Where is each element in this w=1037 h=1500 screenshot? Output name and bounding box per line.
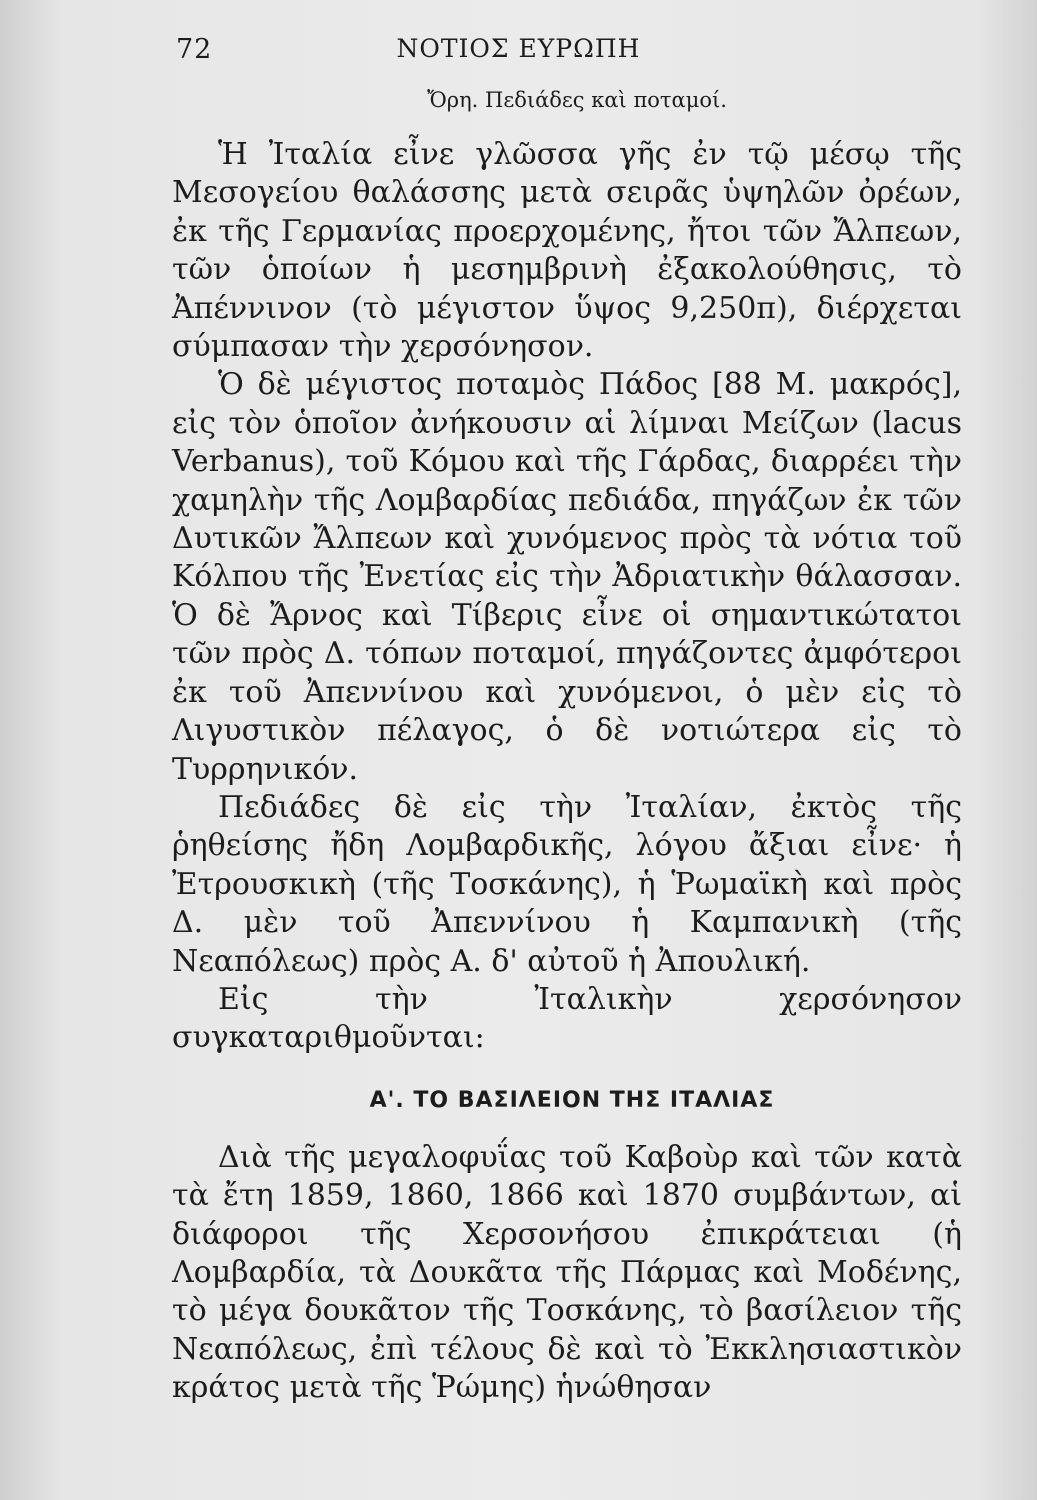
paragraph-plains: Πεδιάδες δὲ εἰς τὴν Ἰταλίαν, ἐκτὸς τῆς ῥηθείσης ἤδη Λομβαρδικῆς, λόγου ἄξιαι εἶνε· ἡ Ἐτρουσκικὴ (τῆς Τοσκάνης), ἡ Ῥωμαϊκὴ καὶ πρὸς Δ. μὲν τοῦ Ἀπεννίνου ἡ Καμπανικὴ (τῆς Νεαπόλεως) πρὸς Α. δ' αὐτοῦ ἡ Ἀπουλική. (172, 789, 962, 979)
section-heading: Α'. ΤΟ ΒΑΣΙΛΕΙΟΝ ΤΗΣ ΙΤΑΛΙΑΣ (369, 1087, 775, 1113)
paragraph-intro-list: Εἰς τὴν Ἰταλικὴν χερσόνησον συγκαταριθμοῦνται: (172, 981, 962, 1056)
page-body (172, 88, 962, 1408)
section-subheading: Ὄρη. Πεδιάδες καὶ ποταμοί. (427, 88, 727, 112)
running-title: ΝΟΤΙΟΣ ΕΥΡΩΠΗ (396, 34, 641, 63)
page-header (0, 30, 1037, 70)
page-number: 72 (176, 34, 213, 65)
paragraph-italy-mountains: Ἡ Ἰταλία εἶνε γλῶσσα γῆς ἐν τῷ μέσῳ τῆς Μεσογείου θαλάσσης μετὰ σειρᾶς ὑψηλῶν ὀρέων, ἐκ τῆς Γερμανίας προερχομένης, ἤτοι τῶν Ἄλπεων, τῶν ὁποίων ἡ μεσημβρινὴ ἐξακολούθησις, τὸ Ἀπέννινον (τὸ μέγιστον ὕψος 9,250π), διέρχεται σύμπασαν τὴν χερσόνησον. (172, 137, 962, 365)
paragraph-rivers: Ὁ δὲ μέγιστος ποταμὸς Πάδος [88 Μ. μακρός], εἰς τὸν ὁποῖον ἀνήκουσιν αἱ λίμναι Μείζων (lacus Verbanus), τοῦ Κόμου καὶ τῆς Γάρδας, διαρρέει τὴν χαμηλὴν τῆς Λομβαρδίας πεδιάδα, πηγάζων ἐκ τῶν Δυτικῶν Ἄλπεων καὶ χυνόμενος πρὸς τὰ νότια τοῦ Κόλπου τῆς Ἐνετίας εἰς τὴν Ἀδριατικὴν θάλασσαν. Ὁ δὲ Ἄρνος καὶ Τίβερις εἶνε οἱ σημαντικώτατοι τῶν πρὸς Δ. τόπων ποταμοί, πηγάζοντες ἀμφότεροι ἐκ τοῦ Ἀπεννίνου καὶ χυνόμενοι, ὁ μὲν εἰς τὸ Λιγυστικὸν πέλαγος, ὁ δὲ νοτιώτερα εἰς τὸ Τυρρηνικόν. (172, 367, 962, 787)
paragraph-kingdom: Διὰ τῆς μεγαλοφυΐας τοῦ Καβοὺρ καὶ τῶν κατὰ τὰ ἔτη 1859, 1860, 1866 καὶ 1870 συμβάντων, αἱ διάφοροι τῆς Χερσονήσου ἐπικράτειαι (ἡ Λομβαρδία, τὰ Δουκᾶτα τῆς Πάρμας καὶ Μοδένης, τὸ μέγα δουκᾶτον τῆς Τοσκάνης, τὸ βασίλειον τῆς Νεαπόλεως, ἐπὶ τέλους δὲ καὶ τὸ Ἐκκλησιαστικὸν κράτος μετὰ τῆς Ῥώμης) ἡνώθησαν (172, 1139, 962, 1406)
